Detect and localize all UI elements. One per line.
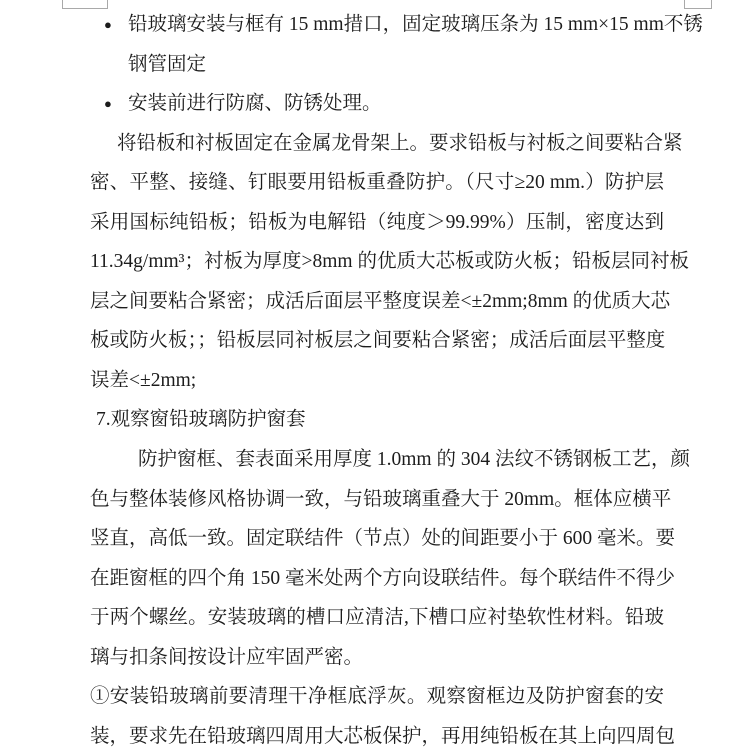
text-line — [90, 440, 690, 480]
text-line — [90, 321, 664, 361]
text-line — [90, 203, 664, 243]
line-text: 在距窗框的四个角 150 毫米处两个方向设联结件。每个联结件不得少 — [90, 567, 676, 589]
line-text: 7.观察窗铅玻璃防护窗套 — [96, 409, 306, 431]
text-line — [90, 519, 676, 559]
text-line — [90, 638, 664, 678]
text-line — [90, 124, 683, 164]
text-line — [90, 5, 703, 45]
line-text: 层之间要粘合紧密；成活后面层平整度误差<±2mm;8mm 的优质大芯 — [90, 290, 671, 312]
text-line — [90, 361, 664, 401]
text-line — [90, 282, 671, 322]
line-text: 铅玻璃安装与框有 15 mm措口，固定玻璃压条为 15 mm×15 mm不锈 — [128, 14, 703, 35]
text-body — [90, 5, 703, 756]
line-text: 密、平整、接缝、钉眼要用铅板重叠防护。（尺寸≥20 mm.）防护层 — [90, 172, 664, 194]
text-line — [90, 717, 676, 756]
line-text: 11.34g/mm³；衬板为厚度>8mm 的优质大芯板或防火板；铅板层同衬板 — [90, 251, 689, 273]
text-line — [90, 84, 664, 124]
line-text: 钢管固定 — [128, 53, 207, 75]
text-line — [90, 163, 664, 203]
text-line — [90, 45, 664, 85]
line-text: 将铅板和衬板固定在金属龙骨架上。要求铅板与衬板之间要粘合紧 — [117, 132, 683, 154]
line-text: 色与整体装修风格协调一致，与铅玻璃重叠大于 20mm。框体应横平 — [90, 488, 672, 510]
bullet-icon: ● — [104, 96, 112, 112]
text-line — [90, 480, 672, 520]
line-text: ①安装铅玻璃前要清理干净框底浮灰。观察窗框边及防护窗套的安 — [90, 686, 664, 708]
line-text: 于两个螺丝。安装玻璃的槽口应清洁,下槽口应衬垫软性材料。铅玻 — [90, 607, 664, 629]
text-line — [90, 400, 664, 440]
line-text: 璃与扣条间按设计应牢固严密。 — [90, 646, 364, 668]
text-line — [90, 559, 676, 599]
text-line — [90, 242, 689, 282]
text-line — [90, 677, 664, 717]
line-text: 采用国标纯铅板；铅板为电解铅（纯度＞99.99%）压制，密度达到 — [90, 211, 664, 233]
line-text: 防护窗框、套表面采用厚度 1.0mm 的 304 法纹不锈钢板工艺，颜 — [138, 449, 690, 471]
line-text: 安装前进行防腐、防锈处理。 — [128, 93, 382, 115]
line-text: 板或防火板；；铅板层同衬板层之间要粘合紧密；成活后面层平整度 — [90, 330, 666, 352]
line-text: 误差<±2mm; — [90, 369, 197, 391]
line-text: 装，要求先在铅玻璃四周用大芯板保护，再用纯铅板在其上向四周包 — [90, 725, 676, 747]
text-line — [90, 598, 664, 638]
bullet-icon: ● — [104, 17, 112, 32]
line-text: 竖直，高低一致。固定联结件（节点）处的间距要小于 600 毫米。要 — [90, 528, 676, 550]
